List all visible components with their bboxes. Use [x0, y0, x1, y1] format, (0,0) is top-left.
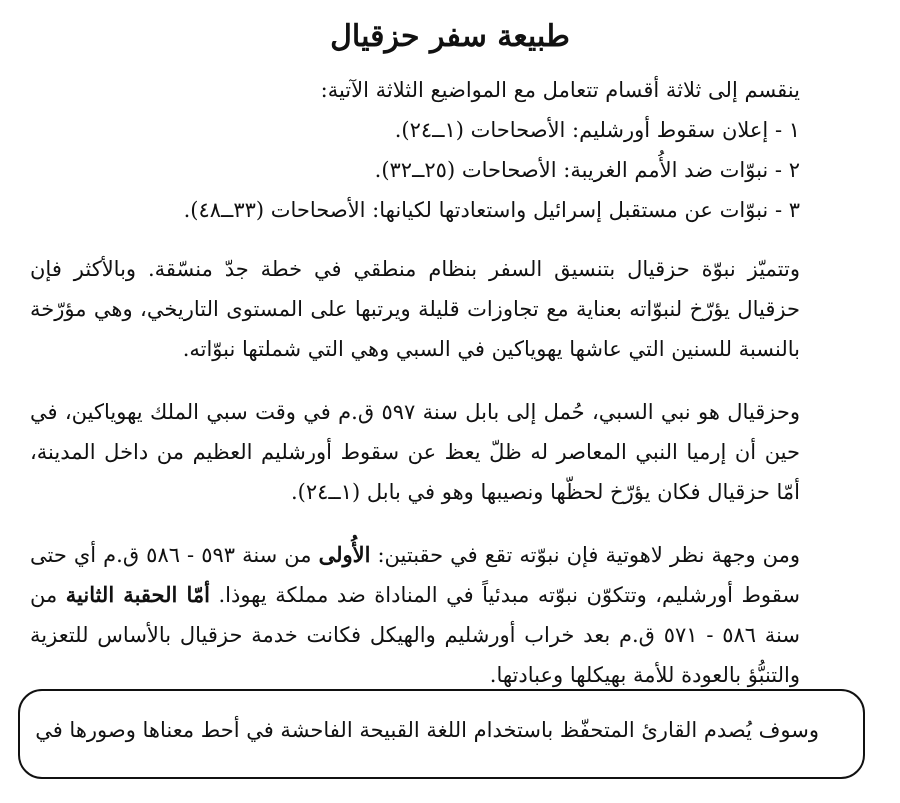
paragraph-3-bold-2: أمّا الحقبة الثانية: [65, 582, 210, 607]
intro-line: ينقسم إلى ثلاثة أقسام تتعامل مع المواضيع الثلاثة الآتية:: [320, 78, 800, 102]
callout-text: وسوف يُصدم القارئ المتحفّظ باستخدام اللغة القبيحة الفاحشة في أحط معناها وصورها في: [35, 718, 819, 742]
paragraph-3: [30, 535, 800, 695]
paragraph-3-text-3: من سنة ٥٨٦ - ٥٧١ ق.م بعد خراب أورشليم والهيكل فكانت خدمة حزقيال بالأساس للتعزية والتنبُّؤ بالعودة للأمة بهيكلها وعبادتها.: [30, 583, 800, 687]
section-item-2: ٢ - نبوّات ضد الأُمم الغريبة: الأصحاحات (٢٥ــ٣٢).: [374, 158, 800, 182]
paragraph-1: وتتميّز نبوّة حزقيال بتنسيق السفر بنظام منطقي في خطة جدّ منسّقة. وبالأكثر فإن حزقيال يؤرّخ لنبوّاته بعناية مع تجاوزات قليلة ويرتبها على المستوى التاريخي، وهي مؤرّخة بالنسبة للسنين التي عاشها يهوياكين في السبي وهي التي شملتها نبوّاته.: [30, 257, 800, 361]
section-item-3: ٣ - نبوّات عن مستقبل إسرائيل واستعادتها لكيانها: الأصحاحات (٣٣ــ٤٨).: [183, 198, 800, 222]
paragraph-3-text-1: ومن وجهة نظر لاهوتية فإن نبوّته تقع في حقبتين:: [370, 543, 801, 567]
callout-box: [18, 689, 865, 779]
paragraph-3-bold-1: الأُولى: [318, 542, 371, 567]
paragraph-2: وحزقيال هو نبي السبي، حُمل إلى بابل سنة ٥٩٧ ق.م في وقت سبي الملك يهوياكين، في حين أن إرميا النبي المعاصر له ظلّ يعظ عن سقوط أورشليم العظيم من داخل المدينة، أمّا حزقيال فكان يؤرّخ لحظّها ونصيبها وهو في بابل (١ــ٢٤).: [30, 400, 800, 504]
page-title: طبيعة سفر حزقيال: [330, 19, 570, 54]
section-item-1: ١ - إعلان سقوط أورشليم: الأصحاحات (١ــ٢٤).: [394, 118, 800, 142]
paragraph-3-text-2: من سنة ٥٩٣ - ٥٨٦ ق.م أي حتى سقوط أورشليم، وتتكوّن نبوّته مبدئياً في المناداة ضد مملكة يهوذا.: [30, 543, 800, 607]
